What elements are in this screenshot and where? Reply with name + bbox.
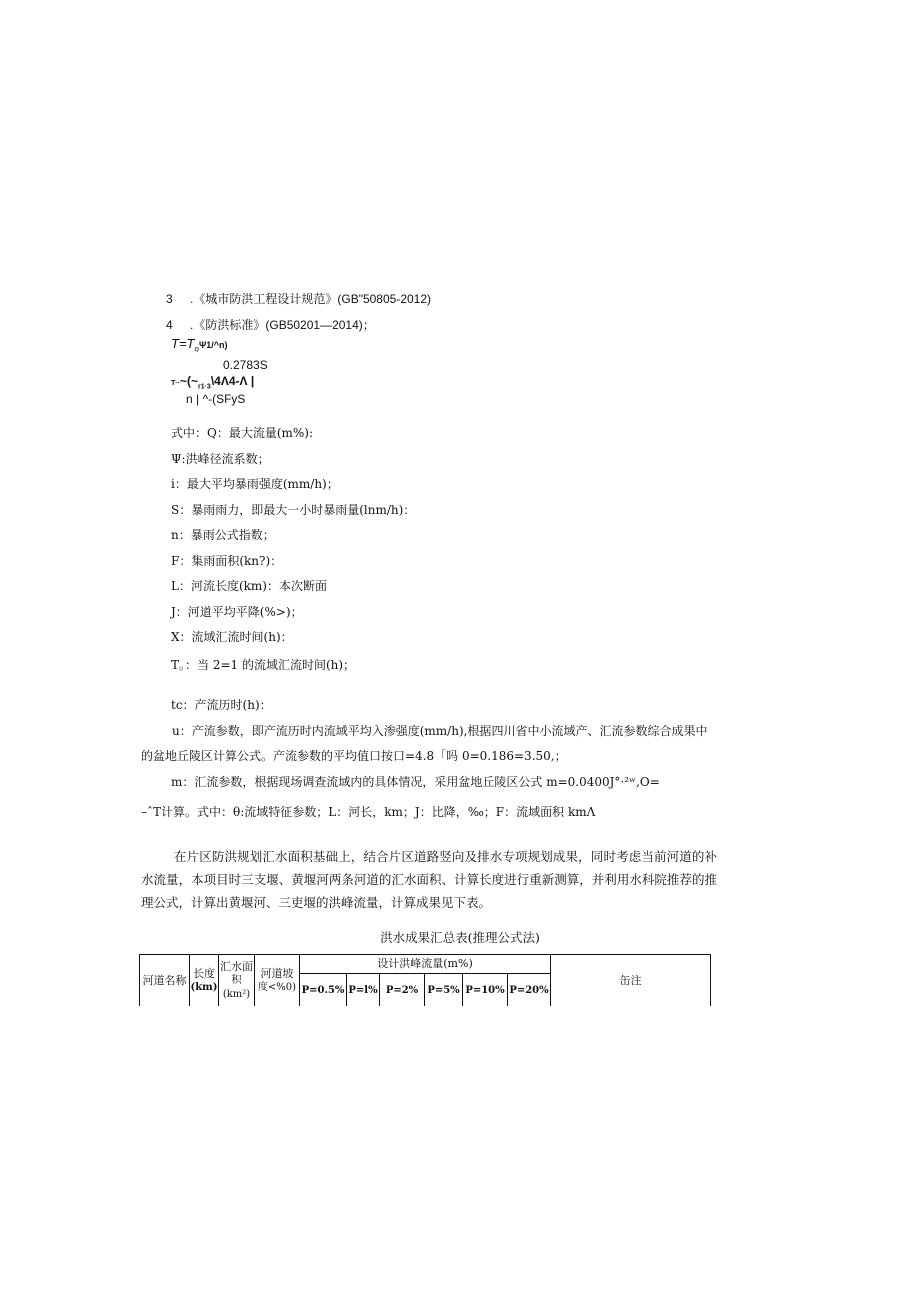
formula-line-1: $T=T_o\Psi 1/\^{}n$) [171, 336, 228, 354]
definition-i: i：最大平均暴雨强度(mm/h)； [171, 477, 339, 491]
reference-3 [166, 291, 431, 307]
header-area: 汇水面 积(km²) [219, 955, 255, 1007]
definition-n: n：暴雨公式指数； [171, 528, 275, 542]
param-u: u：产流参数，即产流历时内流域平均入渗强度(mm/h),根据四川省中小流域产、汇流参数综合成果中的盆地丘陵区计算公式。产流参数的平均值口按口=4.8「吗 0=0.186=3.50,； [141, 724, 708, 763]
header-design-flood-peak: 设计洪峰流量(m%) [300, 955, 551, 974]
header-length: 长度 (km) [190, 955, 219, 1007]
formula-line-3: $T\cdot\cdot\sim(\sim_{r1\cdot 3}\backslash 4\Lambda 4-\Lambda$ | [171, 374, 255, 391]
header-freq: P=10% [463, 974, 508, 1007]
param-m-line-1: m：汇流参数，根据现场调查流域内的具体情况，采用盆地丘陵区公式 m=0.0400J°·²ʷ,O= [171, 775, 660, 789]
header-freq: P=20% [508, 974, 551, 1007]
definition-s: S：暴雨雨力，即最大一小时暴雨量(lnm/h)： [171, 503, 416, 517]
header-freq: P=2% [380, 974, 425, 1007]
definition-psi: Ψ:洪峰径流系数； [171, 452, 270, 466]
header-river-name: 河道名称 [140, 955, 190, 1007]
header-slope: 河道坡 度<%0) [255, 955, 300, 1007]
reference-number: 4 [166, 318, 173, 332]
reference-number: 3 [166, 292, 173, 306]
header-freq: P=0.5% [300, 974, 347, 1007]
page-blank-area [0, 1006, 920, 1301]
reference-text: .《城市防洪工程设计规范》(GB"50805-2012) [190, 292, 432, 306]
definition-t0: T。：当 2=1 的流域汇流时间(h)； [171, 658, 356, 672]
definition-j: J：河道平均平降(%>)； [171, 605, 303, 619]
header-freq: P=l% [347, 974, 380, 1007]
param-m-line-2: –ˆT计算。式中：θ:流域特征参数；L：河长，km；J：比降，‰；F：流域面积 kmΛ [141, 805, 596, 819]
formula-line-2: 0.2783S [223, 358, 268, 372]
table-title: 洪水成果汇总表(推理公式法) [380, 930, 540, 945]
definition-q: 式中：Q：最大流量(m%): [171, 426, 314, 440]
flood-table [139, 954, 711, 1007]
reference-4 [166, 317, 375, 333]
reference-text: .《防洪标准》(GB50201—2014)； [190, 318, 375, 332]
body-paragraph: 在片区防洪规划汇水面积基础上，结合片区道路竖向及排水专项规划成果，同时考虑当前河道的补水流量，本项目时三支堰、黄堰河两条河道的汇水面积、计算长度进行重新测算，并利用水科院推荐的推理公式，计算出黄堰河、三吏堰的洪峰流量，计算成果见下表。 [141, 849, 717, 910]
header-freq: P=5% [425, 974, 463, 1007]
formula-line-4: n | ^-(SFyS [186, 392, 246, 406]
definition-tc: tc：产流历时(h)： [171, 698, 272, 712]
header-remark: 缶注 [551, 955, 711, 1007]
definition-l: L：河流长度(km)：本次断面 [171, 579, 327, 593]
definition-f: F：集雨面积(kn?)： [171, 554, 283, 568]
definition-x: X：流域汇流时间(h)： [171, 630, 293, 644]
